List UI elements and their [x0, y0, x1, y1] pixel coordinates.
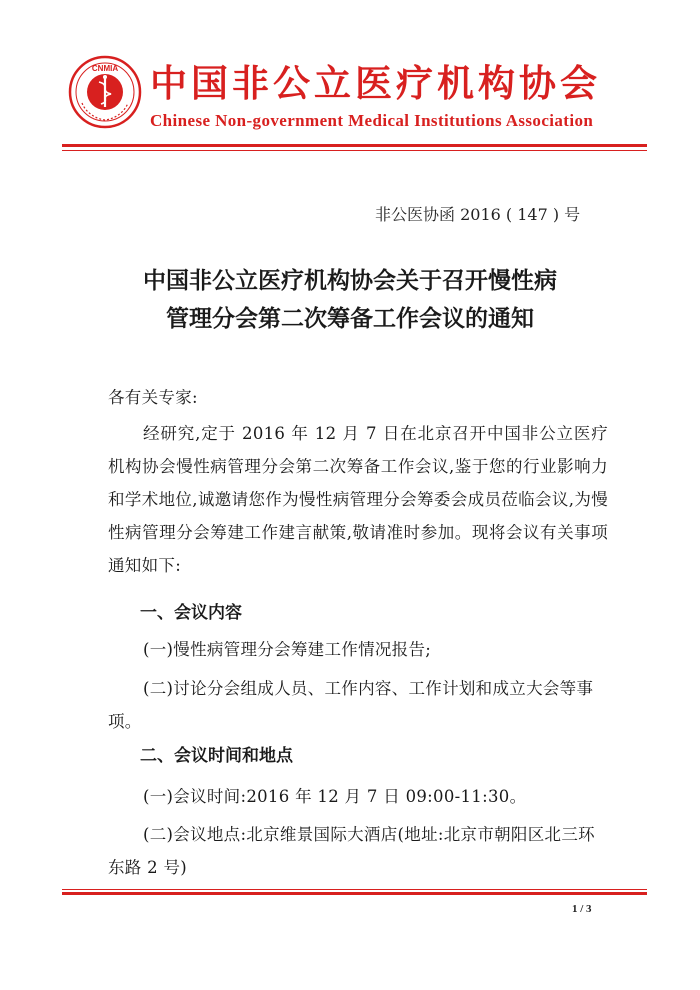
section-2-item-2: (二)会议地点:北京维景国际大酒店(地址:北京市朝阳区北三环东路 2 号): [108, 825, 595, 877]
letterhead-divider: [62, 144, 647, 147]
document-number: 非公医协函 2016 ( 147 ) 号: [375, 205, 581, 224]
logo-text: CNMIA: [91, 64, 119, 73]
section-1-item-1: (一)慢性病管理分会筹建工作情况报告;: [143, 640, 432, 659]
footer-divider: [62, 889, 647, 890]
title-line-2: 管理分会第二次筹备工作会议的通知: [166, 306, 534, 332]
cnmia-logo-icon: [68, 55, 142, 129]
section-2-item-1: (一)会议时间:2016 年 12 月 7 日 09:00-11:30。: [143, 787, 527, 806]
section-2-heading: 二、会议时间和地点: [140, 746, 293, 766]
org-name-en: Chinese Non-government Medical Institutions Association: [150, 111, 594, 130]
page-number: 1 / 3: [572, 903, 592, 915]
title-line-1: 中国非公立医疗机构协会关于召开慢性病: [143, 268, 557, 294]
section-1-heading: 一、会议内容: [140, 603, 242, 623]
org-name-cn: 中国非公立医疗机构协会: [150, 62, 601, 105]
section-1-item-2: (二)讨论分会组成人员、工作内容、工作计划和成立大会等事项。: [108, 679, 594, 731]
greeting: 各有关专家:: [108, 388, 198, 407]
intro-paragraph: 经研究,定于 2016 年 12 月 7 日在北京召开中国非公立医疗机构协会慢性病管理分会第二次筹备工作会议,鉴于您的行业影响力和学术地位,诚邀请您作为慢性病管理分会筹委会成员莅临会议,为慢性病管理分会筹建工作建言献策,敬请准时参加。现将会议有关事项通知如下:: [108, 424, 608, 575]
document-title: [80, 262, 620, 338]
